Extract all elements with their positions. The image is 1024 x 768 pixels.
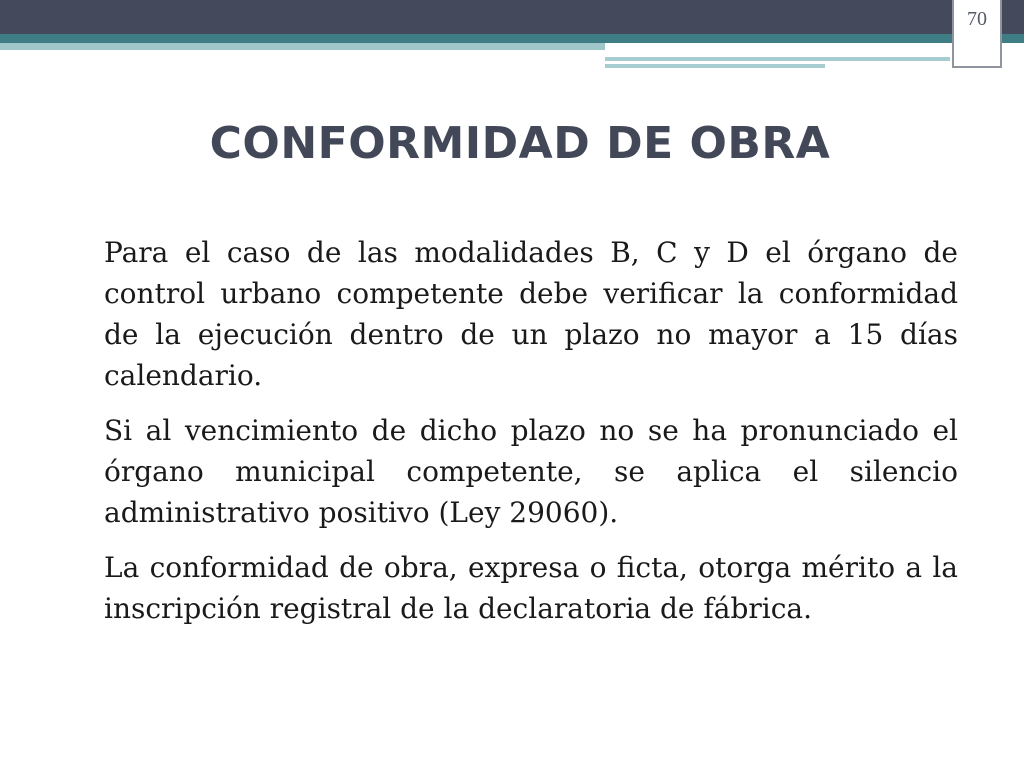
page-number: 70	[967, 8, 987, 30]
header-accent-line-short	[605, 64, 825, 68]
header-teal-band	[0, 34, 1024, 43]
header-dark-band	[0, 0, 1024, 34]
slide-body	[104, 232, 958, 643]
paragraph-3: La conformidad de obra, expresa o ficta, otorga mérito a la inscripción registral de la declaratoria de fábrica.	[104, 551, 958, 625]
slide-title: CONFORMIDAD DE OBRA	[209, 118, 831, 169]
paragraph-2: Si al vencimiento de dicho plazo no se ha pronunciado el órgano municipal competente, se aplica el silencio administrativo positivo (Ley 29060).	[104, 414, 958, 529]
header-light-teal-band	[0, 43, 605, 50]
paragraph-1: Para el caso de las modalidades B, C y D el órgano de control urbano competente debe verificar la conformidad de la ejecución dentro de un plazo no mayor a 15 días calendario.	[104, 236, 958, 392]
header-accent-line	[605, 57, 950, 61]
